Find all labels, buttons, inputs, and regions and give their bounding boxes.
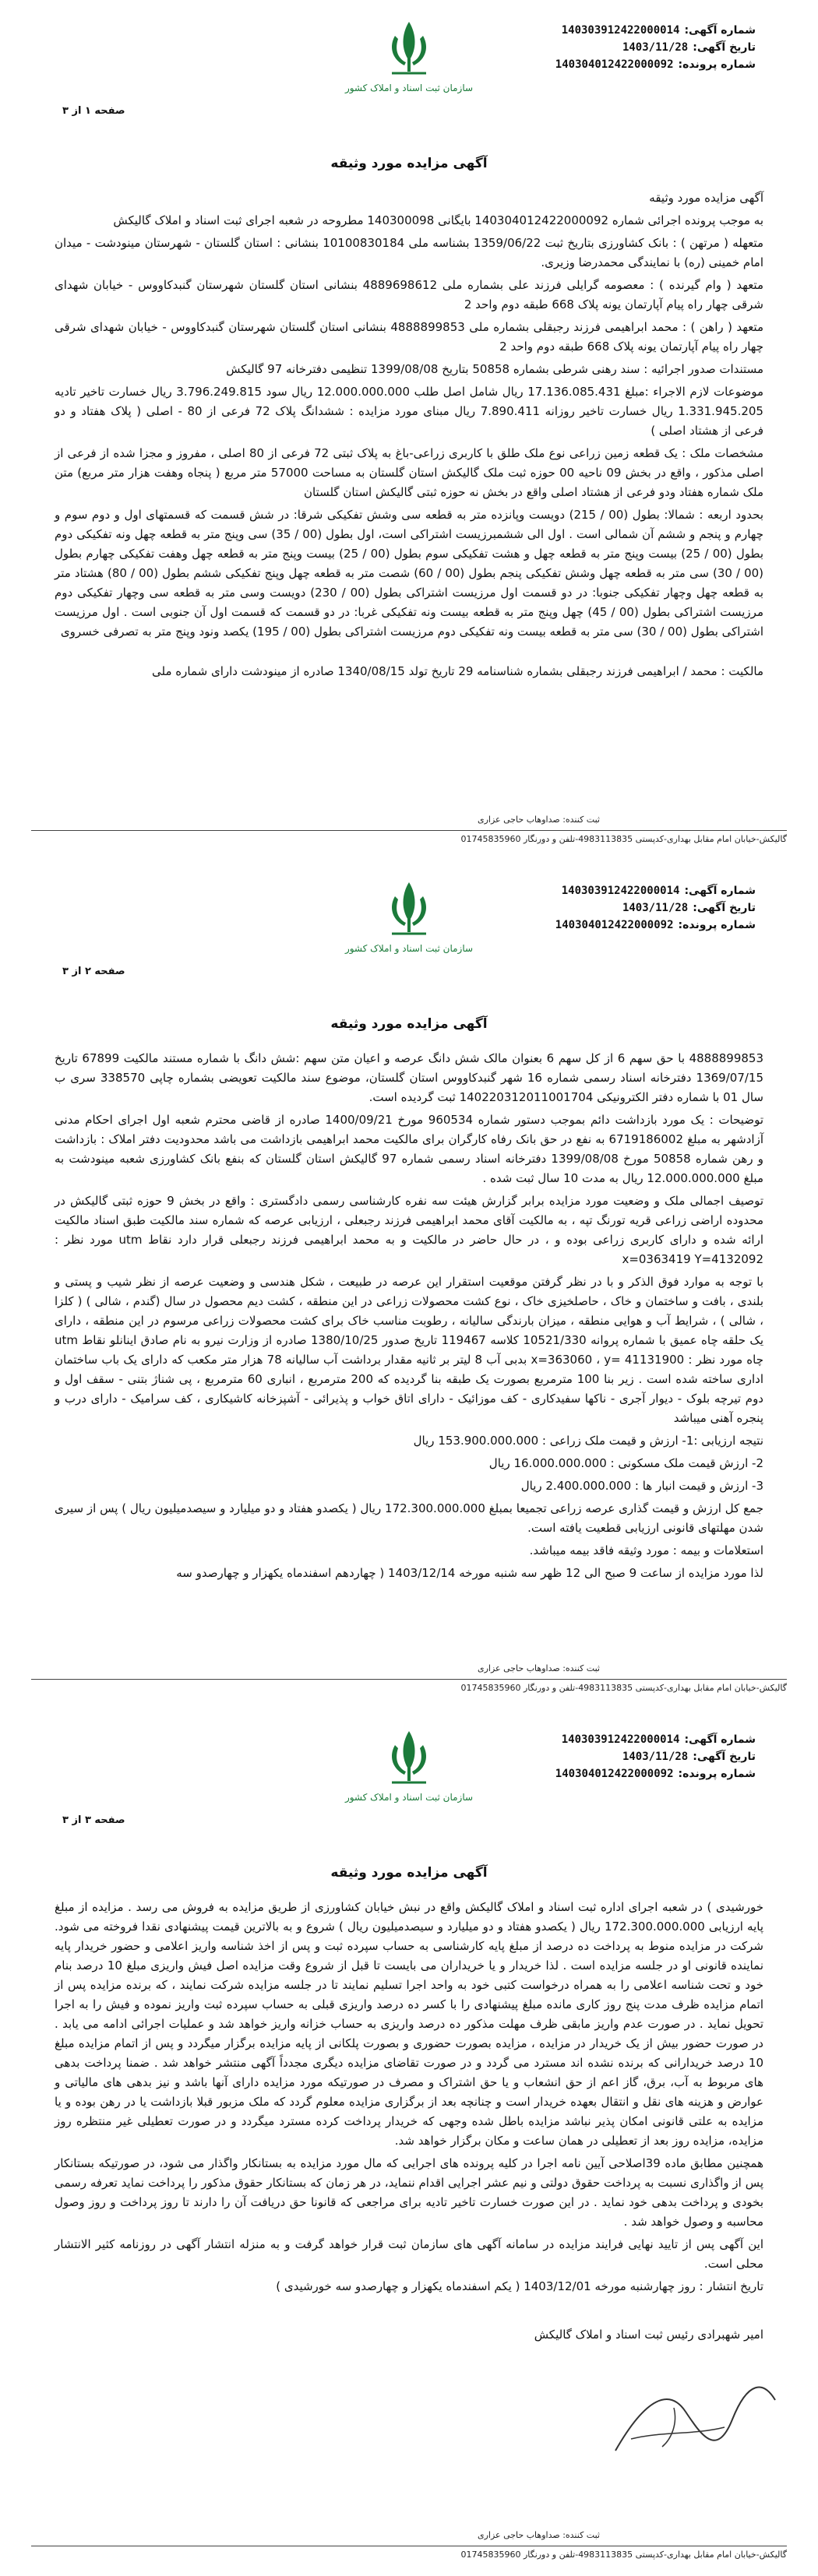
- page-label: صفحه ۳ از ۳: [62, 1814, 125, 1826]
- registrar-label: ثبت کننده:: [562, 1663, 600, 1673]
- paragraph: توضیحات : یک مورد بازداشت دائم بموجب دستور شماره 960534 مورخ 1400/09/21 صادره از قاضی محترم شعبه اول اجرای احکام مدنی آزادشهر به مبلغ 6719186002 به نفع در حق بانک رفاه کارگران برای مالکیت محمد ابراهیمی بازداشت می باشد محدودیت دفتر املاک : بازداشت و رهن شماره 50858 مورخ 1399/08/08 دفترخانه اسناد رسمی شماره 97 گالیکش استان گلستان که بنفع بانک کشاورزی شعبه مینودشت به مبلغ 12.000.000.000 ریال به مدت 10 سال ثبت شده .: [55, 1113, 763, 1185]
- paragraph: توصیف اجمالی ملک و وضعیت مورد مزایده برابر گزارش هیئت سه نفره کارشناسی رسمی دادگستری : واقع در بخش 9 حوزه ثبتی گالیکش در محدوده اراضی زراعی قریه تورنگ تپه ، به مالکیت آقای محمد ابراهیمی فرزند رجبعلی ، ارزیابی عرصه که شماره سند مالکیت طبق اسناد مالکیت ارائه شده و دارای کاربری زراعی بوده و ، در حال حاضر در مالکیت و به محمد ابراهیمی فرزند رجبعلی قرار دارد نقاط utm مورد نظر : x=0363419 Y=4132092: [55, 1194, 763, 1266]
- valuation-line: 2- ارزش قیمت ملک مسکونی : 16.000.000.000 ریال: [488, 1456, 763, 1470]
- registry-emblem: [343, 878, 475, 954]
- notice-title: آگهی مزایده مورد وثیقه: [330, 1016, 488, 1032]
- publish-date: تاریخ انتشار : روز چهارشنبه مورخه 1403/12/01 ( یکم اسفندماه یکهزار و چهارصدو سه خورشیدی ): [276, 2279, 763, 2293]
- paragraph: مستندات صدور اجرائیه : سند رهنی شرطی بشماره 50858 بتاریخ 1399/08/08 تنظیمی دفترخانه 97 گالیکش: [226, 362, 763, 376]
- notice-meta: [555, 1731, 756, 1782]
- notice-body: [31, 1049, 787, 1583]
- notice-date: 1403/11/28: [622, 902, 689, 914]
- paragraph: لذا مورد مزایده از ساعت 9 صبح الی 12 ظهر سه شنبه مورخه 1403/12/14 ( چهاردهم اسفندماه یکهزار و چهارصدو سه: [176, 1566, 763, 1580]
- notice-no: 140303912422000014: [561, 24, 680, 37]
- file-no: 140304012422000092: [555, 1768, 674, 1780]
- owner-paragraph: مالکیت : محمد / ابراهیمی فرزند رجبقلی بشماره شناسنامه 29 تاریخ تولد 1340/08/15 صادره از مینودشت دارای شماره ملی: [152, 664, 763, 678]
- paragraph: این آگهی پس از تایید نهایی فرایند مزایده در سامانه آگهی های سازمان ثبت قرار خواهد گرفت و به منزله انتشار آگهی در روزنامه کثیر الانتشار محلی است.: [55, 2237, 763, 2271]
- paragraph: موضوعات لازم الاجراء :مبلغ 17.136.085.431 ریال شامل اصل طلب 12.000.000.000 ریال سود 3.796.249.815 ریال خسارت تاخیر تادیه 1.331.945.205 ریال خسارت تاخیر روزانه 7.890.411 ریال مبنای مورد مزایده : ششدانگ پلاک 72 فرعی از 80 - اصلی ( پلاک هفتاد و دو فرعی از هشتاد اصلی ): [55, 385, 763, 438]
- registry-emblem: [343, 1726, 475, 1803]
- notice-title: آگهی مزایده مورد وثیقه: [330, 156, 488, 171]
- page-header: [31, 860, 787, 1008]
- paragraph: با توجه به موارد فوق الذکر و با در نظر گرفتن موقعیت استقرار این عرصه در طبیعت ، شکل هندسی و وضعیت عرصه از نظر شیب و پستی و بلندی ، بافت و ساختمان و خاک ، حاصلخیزی خاک ، نوع کشت محصولات زراعی در این منطقه ، کشت دیم محصول در سال (گندم ، شالی ) ( کلزا ، شالی ) ، شرایط آب و هوایی منطقه ، میزان بارندگی سالیانه ، رطوبت مناسب خاک برای کشت محصولات زراعی مرسوم در این منطقه ، دارای یک حلقه چاه عمیق با شماره پروانه 10521/330 کلاسه 119467 تاریخ صدور 1380/10/25 صادره از وزارت نیرو به نام صادق اینانلو نقاط utm چاه مورد نظر : x=363060 ، y= 41131900 بدبی آب 8 لیتر بر ثانیه مقدار برداشت آب سالیانه 78 هزار متر مکعب که دارای یک باب ساختمان اداری ساخته شده است . زیر بنا 100 مترمربع بصورت یک طبقه بنا گردیده که 200 مترمربع ، انباری 60 مترمربع ، پی شناژ بتنی - سقف اول و دوم تیرچه بلوک - دیوار آجری - ناکها سفیدکاری - کف موزائیک - دارای اتاق خواب و پذیرائی - آشپزخانه کاشیکاری ، کف سرامیک - دارای درب و پنجره آهنی میباشد: [55, 1275, 763, 1425]
- page-label: صفحه ۱ از ۳: [62, 105, 125, 117]
- paragraph: جمع کل ارزش و قیمت گذاری عرصه زراعی تجمیعا بمبلغ 172.300.000.000 ریال ( یکصدو هفتاد و دو میلیارد و سیصدمیلیون ریال ) پس از سیری شدن مهلتهای قانونی ارزیابی قطعیت یافته است.: [55, 1501, 763, 1535]
- paragraph: بحدود اربعه : شمالا: بطول (00 / 215) دویست وپانزده متر به قطعه سی وشش تفکیکی شرقا: در شش قسمت که قسمتهای اول و دوم سوم و چهارم و پنجم و ششم آن شمالی است . اول الی ششمبرزیست اشتراکی است، اول بطول (00 / 35) سی وپنج متر به قطعه چهل ونه تفکیکی دوم بطول (00 / 25) بیست وپنج متر به قطعه چهل و هشت تفکیکی سوم بطول (00 / 25) بیست وپنج متر به قطعه چهل وهفت تفکیکی چهارم بطول (00 / 30) سی متر به قطعه چهل وشش تفکیکی پنجم بطول (00 / 60) شصت متر به قطعه چهل وپنج تفکیکی ششم بطول (00 / 80) هشتاد متر به قطعه چهل وچهار تفکیکی جنوبا: در دو قسمت اول مرزیست اشتراکی بطول (00 / 230) دویست وسی متر به قطعه سی وچهار تفکیکی دوم مرزیست اشتراکی بطول (00 / 45) چهل وپنج متر به قطعه بیست ونه تفکیکی غربا: در دو قسمت که قسمت اول آن جنوبی است . اول مرزیست اشتراکی بطول (00 / 30) سی متر به قطعه بیست ونه تفکیکی دوم مرزیست اشتراکی بطول (00 / 195) یکصد ونود وپنج متر به تصرفی خسروی: [55, 508, 764, 639]
- valuation-line: نتیجه ارزیابی :1- ارزش و قیمت ملک زراعی : 153.900.000.000 ریال: [413, 1434, 763, 1448]
- paragraph: متعهد ( راهن ) : محمد ابراهیمی فرزند رجبقلی بشماره ملی 4888899853 بنشانی استان گلستان شهرستان گنبدکاووس - خیابان شهدای شرقی چهار راه پیام آپارتمان یونه پلاک 668 طبقه دوم واحد 2: [55, 320, 763, 354]
- file-no-label: شماره پرونده:: [678, 58, 756, 71]
- paragraph: همچنین مطابق ماده 39اصلاحی آیین نامه اجرا در کلیه پرونده های اجرایی که مال مورد مزایده به بستانکار واگذار می شود، در صورتیکه بستانکار پس از واگذاری نسبت به پرداخت حقوق دولتی و نیم عشر اجرایی اقدام ننماید، در هر زمان که بستانکار حقوق مذکور را پرداخت نماید تعرفه رسمی بخودی و پرداخت بدهی خود نماید . در این صورت خسارت تاخیر تادیه برای مراجعی که قانونا حق دریافت آن را دارند تا روز پرداخت و روز وصول محاسبه و وصول خواهد شد .: [55, 2156, 763, 2229]
- paragraph: خورشیدی ) در شعبه اجرای اداره ثبت اسناد و املاک گالیکش واقع در نبش خیابان کشاورزی از طریق مزایده به فروش می رسد . مزایده از مبلغ پایه ارزیابی 172.300.000.000 ریال ( یکصدو هفتاد و دو میلیارد و سیصدمیلیون ریال ) شروع و به بالاترین قیمت پیشنهادی نقدا فروخته می شود. شرکت در مزایده منوط به پرداخت ده درصد از مبلغ پایه کارشناسی به حساب سپرده ثبت و پس از اخذ شناسه واریز اعلامی و حضور خریدار پایه نماینده قانونی او در جلسه مزایده است . لذا خریدار و یا خریداران می بایست تا قبل از شروع وقت مزایده اصل فیش واریزی مبلغ 10 درصد بنام خود و تحت شناسه اعلامی را به همراه درخواست کتبی خود به واحد اجرا تسلیم نمایند تا در جلسه مزایده شرکت نمایند ، که برنده مزایده پس از اتمام مزایده ظرف مدت پنج روز کاری مانده مبلغ پیشنهادی را با کسر ده درصد واریزی قبلی به حساب سپرده ثبت واریز نموده و فیش را به اجرا تحویل نماید . در صورت عدم واریز مابقی ظرف مهلت مذکور ده درصد واریزی به حساب خزانه واریز خواهد شد و عملیات اجرائی ادامه می یابد . در صورت حضور بیش از یک خریدار در مزایده ، مزایده بصورت حضوری و بصورت پلکانی از پایه مزایده برگزار میگردد و پس از اتمام مزایده مبلغ 10 درصد خریدارانی که برنده نشده اند مسترد می گردد و در صورت تقاضای مزایده دیگری مجدداً آگهی منتشر خواهد شد . ضمنا پرداخت بدهی های مربوط به آب، برق، گاز اعم از حق انشعاب و یا حق اشتراک و مصرف در صورتیکه مورد مزایده دارای آنها باشد و نیز بدهی های مالیاتی و عوارض و هزینه های نقل و انتقال بعهده خریدار است و چنانچه بعد از برگزاری مزایده معلوم گردد که ملک مزبور قبلا بازداشت یا در رهن بوده و یا مزایده به علتی قانونی امکان پذیر نباشد مزایده باطل شده وجهی که خریدار پرداخت کرده مسترد میگردد و در صورت تعطیلی غیر منتظره روز مزایده، مزایده روز بعد از تعطیلی در همان ساعت و مکان برگزار خواهد شد.: [55, 1900, 764, 2148]
- notice-date-label: تاریخ آگهی:: [693, 41, 756, 54]
- notice-date: 1403/11/28: [622, 41, 689, 54]
- file-no: 140304012422000092: [555, 919, 674, 931]
- office-address: گالیکش-خیابان امام مقابل بهداری-کدپستی 4983113835-تلفن و دورنگار 01745835960: [460, 2550, 787, 2560]
- valuation-line: 3- ارزش و قیمت انبار ها : 2.400.000.000 ریال: [520, 1479, 763, 1493]
- paragraph: به موجب پرونده اجرائی شماره 140304012422000092 بایگانی 140300098 مطروحه در شعبه اجرای ثبت اسناد و املاک گالیکش: [113, 213, 763, 227]
- notice-no: 140303912422000014: [561, 885, 680, 897]
- paragraph: آگهی مزایده مورد وثیقه: [649, 191, 763, 205]
- notice-no-label: شماره آگهی:: [684, 24, 756, 37]
- notice-meta: [555, 22, 756, 73]
- page-label: صفحه ۲ از ۳: [62, 966, 125, 977]
- official-signoff: امیر شهبرادی رئیس ثبت اسناد و املاک گالیکش: [534, 2328, 763, 2342]
- page-2: [0, 860, 818, 1709]
- emblem-icon: [378, 17, 440, 79]
- registrar-name: صداوهاب حاجی عزاری: [477, 1663, 560, 1673]
- page-footer: [31, 813, 787, 846]
- paragraph: استعلامات و بیمه : مورد وثیقه فاقد بیمه میباشد.: [529, 1543, 763, 1557]
- notice-date: 1403/11/28: [622, 1751, 689, 1763]
- emblem-icon: [378, 1726, 440, 1789]
- notice-no-label: شماره آگهی:: [684, 885, 756, 897]
- page-header: [31, 1709, 787, 1857]
- paragraph: 4888899853 با حق سهم 6 از کل سهم 6 بعنوان مالک شش دانگ عرصه و اعیان متن سهم :شش دانگ با شماره مستند مالکیت 67899 تاریخ 1369/07/15 دفترخانه اسناد رسمی شماره 16 شهر گنبدکاووس استان گلستان، موضوع سند مالکیت تعویضی بشماره چاپی 338570 سری ب سال 01 با شماره دفتر الکترونیکی 140220312011001704 ثبت گردیده است.: [55, 1051, 764, 1104]
- registrar-name: صداوهاب حاجی عزاری: [477, 815, 560, 825]
- notice-meta: [555, 882, 756, 934]
- page-footer: [31, 2528, 787, 2562]
- paragraph: متعهد ( وام گیرنده ) : معصومه گرایلی فرزند علی بشماره ملی 4889698612 بنشانی استان گلستان شهرستان گنبدکاووس - خیابان شهدای شرقی چهار راه پیام آپارتمان یونه پلاک 668 طبقه دوم واحد 2: [55, 278, 763, 311]
- notice-title: آگهی مزایده مورد وثیقه: [330, 1865, 488, 1881]
- registrar-label: ثبت کننده:: [562, 2530, 600, 2540]
- page-header: [31, 0, 787, 148]
- registrar-label: ثبت کننده:: [562, 815, 600, 825]
- notice-date-label: تاریخ آگهی:: [693, 1751, 756, 1763]
- registry-emblem: [343, 17, 475, 93]
- page-3: [0, 1709, 818, 2576]
- office-address: گالیکش-خیابان امام مقابل بهداری-کدپستی 4983113835-تلفن و دورنگار 01745835960: [460, 1683, 787, 1693]
- notice-no-label: شماره آگهی:: [684, 1733, 756, 1746]
- seal-text: سازمان ثبت اسناد و املاک کشور: [344, 943, 474, 954]
- paragraph: مشخصات ملک : یک قطعه زمین زراعی نوع ملک طلق با کاربری زراعی-باغ به پلاک ثبتی 72 فرعی از 80 اصلی ، مفروز و مجزا شده از فرعی از اصلی مذکور ، واقع در بخش 09 ناحیه 00 حوزه ثبت ملک گالیکش استان گلستان به مساحت 57000 متر مربع ( پنجاه وهفت هزار متر مربع) متن ملک شماره هفتاد ودو فرعی از هشتاد اصلی واقع در بخش نه حوزه ثبتی گالیکش استان گلستان: [55, 446, 763, 499]
- handwritten-signature: [600, 2365, 787, 2474]
- page-footer: [31, 1662, 787, 1695]
- notice-body: [31, 1898, 787, 2296]
- registrar-name: صداوهاب حاجی عزاری: [477, 2530, 560, 2540]
- notice-body: [31, 188, 787, 681]
- file-no: 140304012422000092: [555, 58, 674, 71]
- seal-text: سازمان ثبت اسناد و املاک کشور: [344, 1792, 474, 1803]
- notice-date-label: تاریخ آگهی:: [693, 902, 756, 914]
- file-no-label: شماره پرونده:: [678, 1768, 756, 1780]
- notice-no: 140303912422000014: [561, 1733, 680, 1746]
- file-no-label: شماره پرونده:: [678, 919, 756, 931]
- emblem-icon: [378, 878, 440, 940]
- page-1: [0, 0, 818, 860]
- paragraph: متعهله ( مرتهن ) : بانک کشاورزی بتاریخ ثبت 1359/06/22 بشناسه ملی 10100830184 بنشانی : استان گلستان - شهرستان مینودشت - میدان امام خمینی (ره) با نمایندگی محمدرضا وزیری.: [55, 236, 763, 269]
- office-address: گالیکش-خیابان امام مقابل بهداری-کدپستی 4983113835-تلفن و دورنگار 01745835960: [460, 834, 787, 844]
- seal-text: سازمان ثبت اسناد و املاک کشور: [344, 83, 474, 93]
